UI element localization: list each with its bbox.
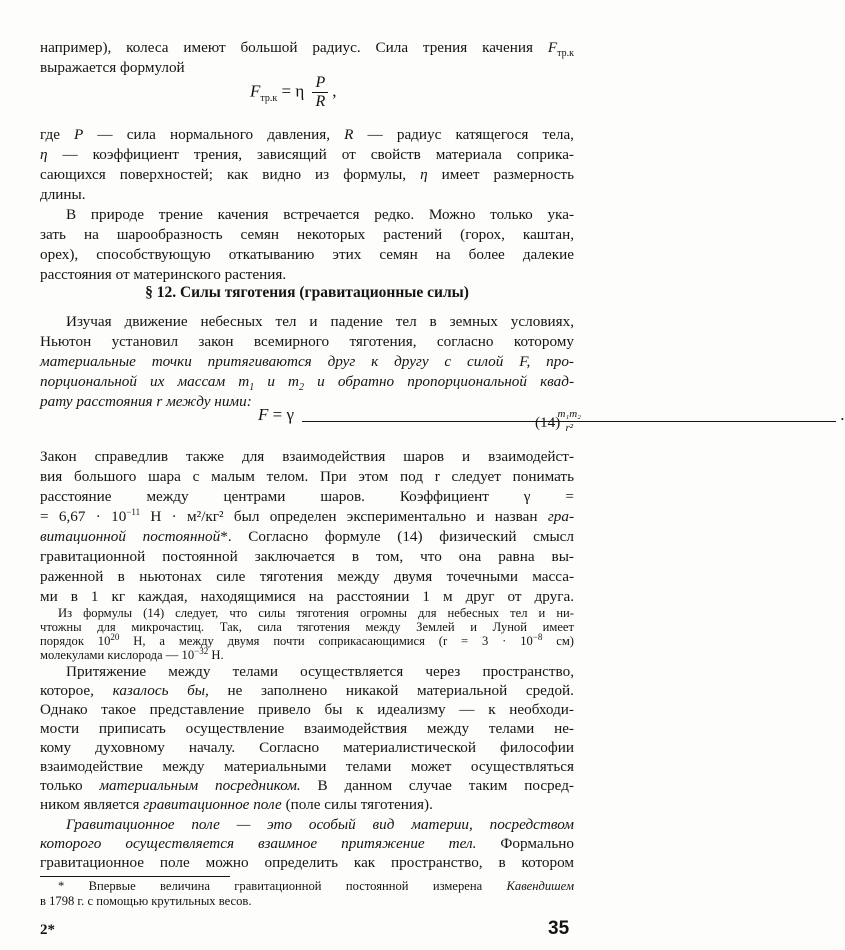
- text-line: В природе трение качения встречается редко. Можно только ука-: [66, 206, 574, 223]
- text-line: Ньютон установил закон всемирного тяготения, согласно которому: [40, 333, 574, 350]
- page-number: 35: [548, 918, 570, 939]
- text-line: только материальным посредником. В данном случае таким посред-: [40, 777, 574, 794]
- footnote-line: * Впервые величина гравитационной постоянной измерена Кавендишем: [58, 879, 574, 893]
- text-line: материальные точки притягиваются друг к другу с силой F, про-: [40, 353, 574, 370]
- text-line: вия большого шара с малым телом. При этом под r следует понимать: [40, 468, 574, 485]
- text-line: Однако такое представление привело бы к идеализму — к необходи-: [40, 701, 574, 718]
- formula-rolling-friction: $F_{тр.к} = \eta$ $\frac{P}{R}$ ,: [250, 74, 337, 110]
- note-line: молекулами кислорода — $10^{-32}$ Н.: [40, 645, 224, 662]
- text-line: Гравитационное поле — это особый вид материи, посредством: [66, 816, 574, 833]
- text-line: гравитационное поле можно определить как пространство, в котором: [40, 854, 574, 871]
- note-line: Из формулы (14) следует, что силы тяготения огромны для небесных тел и ни-: [58, 606, 574, 620]
- signature-mark: 2*: [40, 922, 55, 938]
- text-line: = $6,67 \cdot 10^{-11}$ Н · м²/кг² был определен экспериментально и назван гра-: [40, 506, 574, 525]
- text-line: η — коэффициент трения, зависящий от свойств материала соприка-: [40, 146, 574, 163]
- text-line: которого осуществляется взаимное притяжение тел. Формально: [40, 835, 574, 852]
- text-line: например), колеса имеют большой радиус. Сила трения качения $F_{тр.к}$: [40, 39, 575, 60]
- note-line: порядок $10^{20}$ Н, а между двумя почти соприкасающимися ($r = 3 \cdot 10^{-8}$ см): [40, 631, 574, 648]
- text-line: ником является гравитационное поле (поле силы тяготения).: [40, 796, 433, 813]
- text-line: орех), способствующую откатыванию этих семян на более далекие: [40, 246, 574, 263]
- text-line: расстояния от материнского растения.: [40, 266, 287, 283]
- text-line: взаимодействие между материальными телами может осуществляться: [40, 758, 574, 775]
- text-line: мости приписать осуществление взаимодействия между телами не-: [40, 720, 574, 737]
- footnote-line: в 1798 г. с помощью крутильных весов.: [40, 894, 252, 908]
- text-line: зать на шарообразность семян некоторых растений (горох, каштан,: [40, 226, 574, 243]
- footnote-rule: [40, 876, 230, 877]
- note-line: чтожны для микрочастиц. Так, сила тяготения между Землей и Луной имеет: [40, 620, 574, 634]
- text-line: кому духовному началу. Согласно материалистической философии: [40, 739, 574, 756]
- section-heading: § 12. Силы тяготения (гравитационные силы): [145, 284, 469, 301]
- text-line: витационной постоянной*. Согласно формуле (14) физический смысл: [40, 528, 574, 545]
- text-line: раженной в ньютонах силе тяготения между двумя точечными масса-: [40, 568, 574, 585]
- text-line: Притяжение между телами осуществляется через пространство,: [66, 663, 574, 680]
- formula-gravitation: F = γ $\frac{\text{m₁m₂}}{\text{r²}}$ .: [258, 405, 845, 435]
- text-line: ми в 1 кг каждая, находящимися на расстоянии 1 м друг от друга.: [40, 588, 574, 605]
- text-line: выражается формулой: [40, 59, 185, 76]
- text-line: рату расстояния r между ними:: [40, 393, 252, 410]
- text-line: где P — сила нормального давления, R — радиус катящегося тела,: [40, 126, 574, 143]
- text-line: сающихся поверхностей; как видно из формулы, η имеет размерность: [40, 166, 574, 183]
- text-line: Изучая движение небесных тел и падение тел в земных условиях,: [66, 313, 574, 330]
- text-line: длины.: [40, 186, 86, 203]
- text-line: гравитационной постоянной заключается в том, что она равна вы-: [40, 548, 574, 565]
- text-line: порциональной их массам $m_1$ и $m_2$ и обратно пропорциональной квад-: [40, 373, 574, 394]
- text-line: которое, казалось бы, не заполнено никакой материальной средой.: [40, 682, 574, 699]
- text-line: Закон справедлив также для взаимодействия шаров и взаимодейст-: [40, 448, 574, 465]
- text-line: расстояние между центрами шаров. Коэффициент γ =: [40, 488, 574, 505]
- equation-number: (14): [535, 414, 561, 431]
